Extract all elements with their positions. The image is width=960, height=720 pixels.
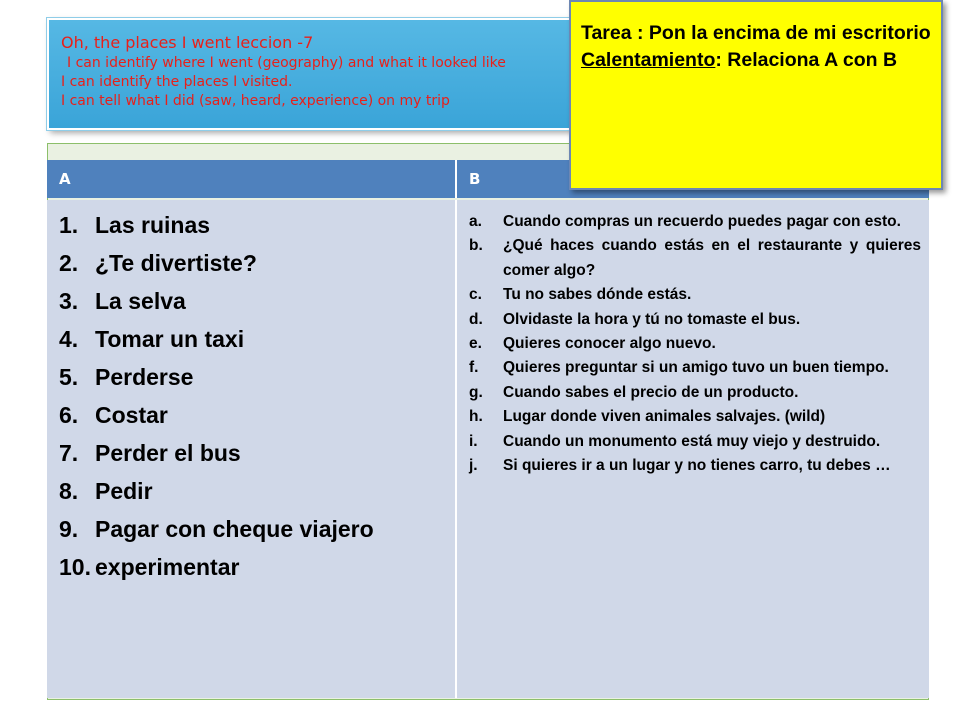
item-number: 10.: [59, 554, 91, 580]
list-item: [59, 434, 455, 472]
item-letter: g.: [469, 383, 483, 401]
list-item: [469, 283, 921, 307]
calentamiento-text: [581, 47, 931, 74]
item-text: experimentar: [95, 554, 240, 580]
tarea-text: Tarea : Pon la encima de mi escritorio: [581, 22, 931, 44]
item-number: 7.: [59, 440, 79, 466]
header-b: B: [469, 170, 481, 188]
list-item: [469, 332, 921, 356]
item-text: Cuando sabes el precio de un producto.: [503, 383, 799, 401]
item-text: Pagar con cheque viajero: [95, 516, 374, 542]
objectives-box: [47, 18, 607, 130]
list-item: [59, 244, 455, 282]
item-letter: i.: [469, 432, 478, 450]
item-text: Costar: [95, 402, 168, 428]
item-text: Pedir: [95, 478, 153, 504]
objective-line-1: I can identify where I went (geography) and what it looked like: [67, 55, 506, 71]
item-number: 9.: [59, 516, 79, 542]
objective-line-2: I can identify the places I visited.: [61, 74, 293, 90]
header-a: A: [47, 160, 457, 198]
item-text: Tomar un taxi: [95, 326, 245, 352]
item-text: ¿Qué haces cuando estás en el restaurante y quieres comer algo?: [503, 237, 921, 279]
table-body: [47, 200, 929, 698]
list-item: [59, 282, 455, 320]
item-letter: h.: [469, 408, 483, 426]
item-text: Quieres preguntar si un amigo tuvo un buen tiempo.: [503, 359, 889, 377]
item-number: 4.: [59, 326, 79, 352]
definition-list: [469, 210, 921, 478]
column-b: [457, 200, 929, 698]
item-letter: d.: [469, 310, 483, 328]
list-item: [59, 320, 455, 358]
calentamiento-label: Calentamiento: [581, 49, 716, 71]
item-text: Si quieres ir a un lugar y no tienes carro, tu debes …: [503, 457, 891, 475]
item-letter: e.: [469, 335, 482, 353]
item-text: ¿Te divertiste?: [95, 250, 257, 276]
item-number: 6.: [59, 402, 79, 428]
item-text: Perder el bus: [95, 440, 241, 466]
item-text: Olvidaste la hora y tú no tomaste el bus.: [503, 310, 801, 328]
column-a: [47, 200, 457, 698]
list-item: [469, 234, 921, 283]
item-number: 2.: [59, 250, 79, 276]
list-item: [469, 381, 921, 405]
item-text: Quieres conocer algo nuevo.: [503, 335, 716, 353]
list-item: [59, 548, 455, 586]
list-item: [59, 510, 455, 548]
list-item: [59, 396, 455, 434]
objective-line-3: I can tell what I did (saw, heard, experience) on my trip: [61, 93, 450, 109]
item-number: 8.: [59, 478, 79, 504]
item-text: Las ruinas: [95, 212, 211, 238]
item-number: 3.: [59, 288, 79, 314]
list-item: [469, 454, 921, 478]
list-item: [469, 430, 921, 454]
list-item: [469, 308, 921, 332]
item-letter: j.: [469, 457, 478, 475]
list-item: [59, 472, 455, 510]
item-letter: b.: [469, 237, 483, 255]
item-text: Cuando compras un recuerdo puedes pagar con esto.: [503, 213, 901, 230]
list-item: [59, 206, 455, 244]
item-number: 5.: [59, 364, 79, 390]
calentamiento-instruction: : Relaciona A con B: [715, 49, 898, 71]
item-number: 1.: [59, 212, 79, 238]
item-text: Lugar donde viven animales salvajes. (wild): [503, 408, 826, 426]
list-item: [59, 358, 455, 396]
homework-note: [569, 0, 943, 190]
list-item: [469, 356, 921, 380]
lesson-title: Oh, the places I went leccion -7: [61, 33, 314, 52]
item-letter: c.: [469, 286, 482, 304]
list-item: [469, 210, 921, 234]
item-text: Tu no sabes dónde estás.: [503, 286, 692, 304]
item-letter: f.: [469, 359, 479, 377]
item-text: Perderse: [95, 364, 194, 390]
vocab-list: [59, 206, 455, 586]
list-item: [469, 405, 921, 429]
item-text: La selva: [95, 288, 186, 314]
item-letter: a.: [469, 213, 482, 230]
item-text: Cuando un monumento está muy viejo y destruido.: [503, 432, 881, 450]
